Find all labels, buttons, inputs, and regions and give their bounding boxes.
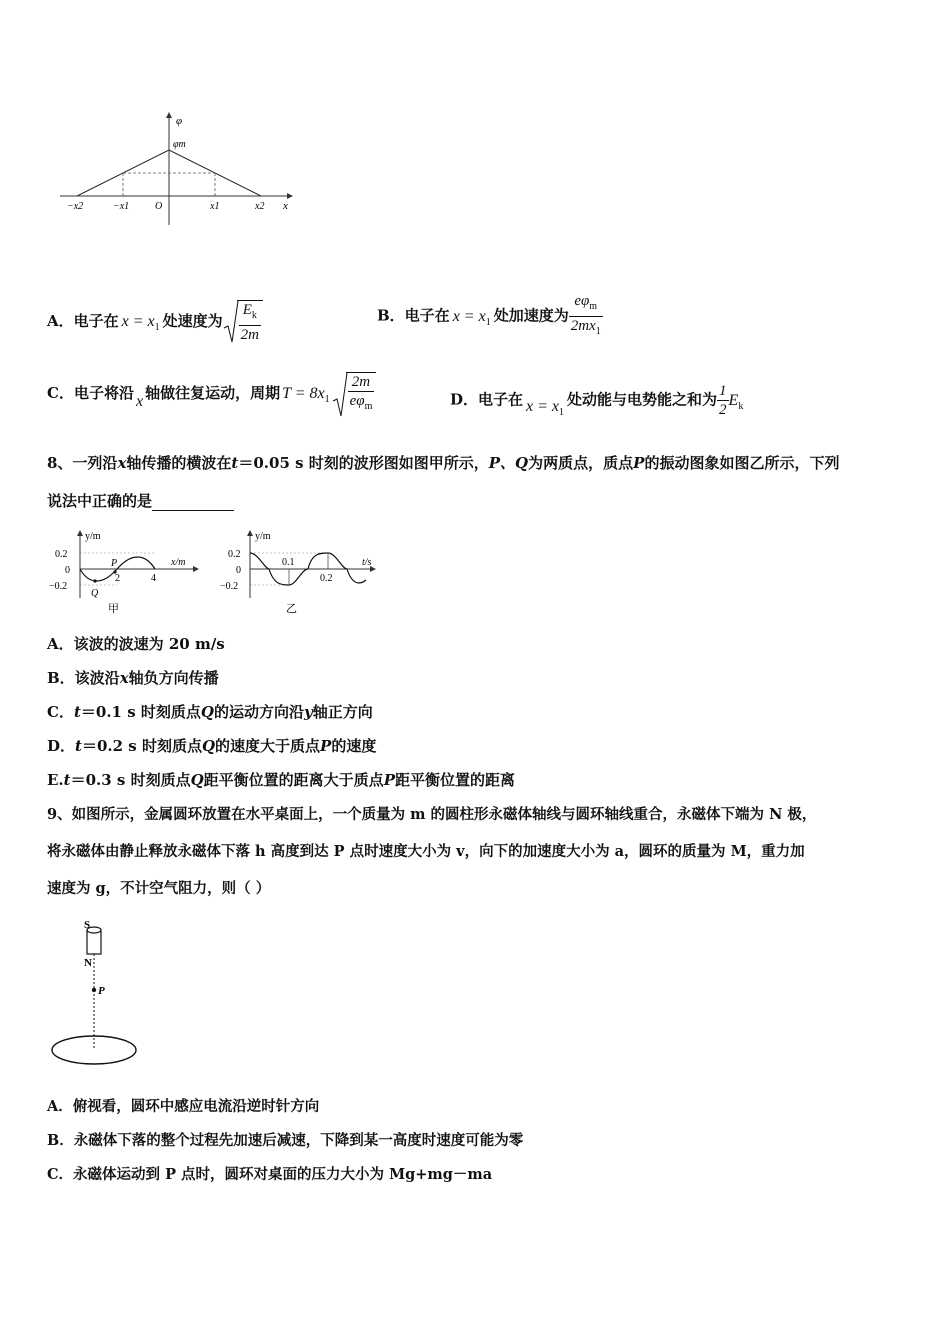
yi-x-tick-01: 0.1	[282, 557, 295, 568]
tick-neg-x1: −x1	[113, 201, 130, 212]
jia-point-q: Q	[91, 588, 99, 599]
q8-option-b: B．该波沿x轴负方向传播	[47, 669, 219, 687]
q9-option-c: C．永磁体运动到 P 点时，圆环对桌面的压力大小为 Mg+mg－ma	[47, 1166, 493, 1183]
q9-stem-line1: 9、如图所示，金属圆环放置在水平桌面上，一个质量为 m 的圆柱形永磁体轴线与圆环轴线重合，永磁体下端为 N 极，	[47, 806, 817, 823]
jia-y-tick-bottom: −0.2	[49, 581, 68, 592]
jia-x-tick-2: 2	[115, 573, 120, 584]
answer-blank	[152, 496, 234, 511]
jia-x-tick-4: 4	[151, 573, 156, 584]
sqrt-sign: $\frac{2m}{e\varphi_m}$	[332, 372, 377, 416]
q8-option-c: C．t＝0.1 s 时刻质点Q的运动方向沿y轴正方向	[47, 703, 373, 721]
magnet-s-label: S	[84, 919, 91, 931]
wave-graph-jia	[45, 528, 205, 618]
q9-option-a: A．俯视看，圆环中感应电流沿逆时针方向	[47, 1098, 320, 1115]
magnet-ring-figure	[45, 912, 145, 1072]
potential-graph	[55, 110, 305, 225]
q8-option-e: E.t＝0.3 s 时刻质点Q距平衡位置的距离大于质点P距平衡位置的距离	[47, 771, 515, 789]
yi-x-tick-02: 0.2	[320, 573, 333, 584]
tick-x2: x2	[255, 201, 265, 212]
q7-option-a: A．电子在 $x = x_1$ 处速度为 $\frac{E_k}{2m}$	[47, 300, 263, 340]
q7-option-b: B．电子在 $x = x_1$ 处加速度为 $\frac{e\varphi_m}{2mx_1}$	[377, 293, 601, 337]
q7-option-c: C．电子将沿 x 轴做往复运动，周期 $T = 8x_1$ $\frac{2m}{e\varphi_m}$	[47, 372, 376, 420]
x-axis-label: x	[283, 200, 288, 212]
sqrt-sign: $\frac{E_k}{2m}$	[223, 300, 263, 344]
yi-caption: 乙	[286, 603, 297, 615]
yi-y-tick-top: 0.2	[228, 549, 241, 560]
jia-y-tick-zero: 0	[65, 565, 70, 576]
tick-origin: O	[155, 201, 163, 212]
vibration-graph-yi	[220, 528, 385, 618]
q8-option-d: D．t＝0.2 s 时刻质点Q的速度大于质点P的速度	[47, 737, 377, 755]
point-p-label: P	[98, 985, 105, 997]
jia-x-label: x/m	[171, 557, 186, 568]
q8-stem-line1: 8、一列沿x轴传播的横波在t＝0.05 s 时刻的波形图如图甲所示，P、Q为两质点，质点P的振动图象如图乙所示，下列	[47, 454, 840, 472]
yi-y-label: y/m	[255, 531, 271, 542]
jia-caption: 甲	[108, 603, 119, 615]
jia-y-tick-top: 0.2	[55, 549, 68, 560]
phi-m-label: φm	[173, 139, 186, 150]
q9-stem-line2: 将永磁体由静止释放永磁体下落 h 高度到达 P 点时速度大小为 v，向下的加速度大小为 a，圆环的质量为 M，重力加	[47, 843, 805, 860]
phi-axis-label: φ	[176, 115, 183, 127]
tick-neg-x2: −x2	[67, 201, 84, 212]
jia-y-label: y/m	[85, 531, 101, 542]
tick-x1: x1	[210, 201, 220, 212]
yi-y-tick-zero: 0	[236, 565, 241, 576]
q8-option-a: A．该波的波速为 20 m/s	[47, 635, 225, 653]
magnet-n-label: N	[84, 957, 92, 969]
jia-point-p: P	[111, 558, 118, 569]
yi-y-tick-bottom: −0.2	[220, 581, 239, 592]
q7-option-d: D．电子在 $x = x_1$处动能与电势能之和为 $\frac{1}{2}$ $E_k$	[450, 383, 744, 418]
q9-option-b: B．永磁体下落的整个过程先加速后减速，下降到某一高度时速度可能为零	[47, 1132, 524, 1149]
q8-stem-line2: 说法中正确的是	[47, 491, 234, 511]
q9-stem-line3: 速度为 g，不计空气阻力，则（ ）	[47, 880, 271, 897]
yi-x-label: t/s	[362, 557, 372, 568]
